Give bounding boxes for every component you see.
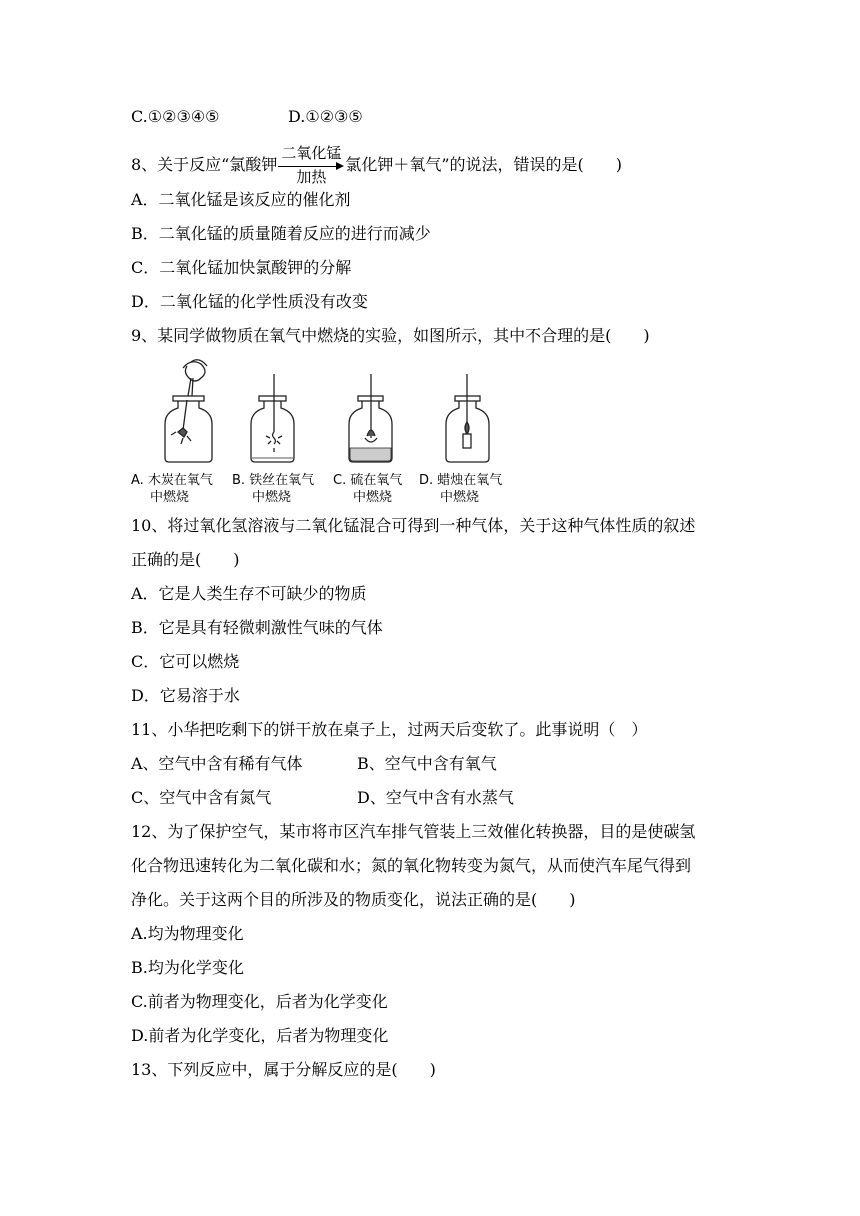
q12-option-c: C.前者为物理变化，后者为化学变化 bbox=[131, 992, 388, 1011]
q8-option-c: C．二氧化锰加快氯酸钾的分解 bbox=[131, 258, 352, 277]
bottle-b-iron-wire bbox=[251, 374, 294, 462]
q7-option-c: C.①②③④⑤ bbox=[131, 107, 220, 126]
caption-a-line1: A. 木炭在氧气 bbox=[131, 473, 213, 488]
combustion-bottles-illustration bbox=[131, 358, 521, 470]
q11-option-c: C、空气中含有氮气 bbox=[131, 788, 272, 807]
caption-b-line1: B. 铁丝在氧气 bbox=[232, 473, 315, 488]
caption-c-line2: 中燃烧 bbox=[353, 490, 393, 505]
q10-option-c: C．它可以燃烧 bbox=[131, 652, 240, 671]
q13-stem: 13、下列反应中，属于分解反应的是( ) bbox=[131, 1060, 436, 1079]
q8-option-b: B．二氧化锰的质量随着反应的进行而减少 bbox=[131, 224, 431, 243]
caption-b-line2: 中燃烧 bbox=[252, 490, 292, 505]
combustion-experiment-figure bbox=[131, 358, 521, 508]
q8-stem-after: 氯化钾＋氧气”的说法，错误的是( ) bbox=[345, 155, 623, 174]
bottle-d-candle bbox=[446, 374, 489, 462]
q12-stem-line3: 净化。关于这两个目的所涉及的物质变化，说法正确的是( ) bbox=[131, 890, 576, 909]
q10-option-b: B．它是具有轻微刺激性气味的气体 bbox=[131, 618, 383, 637]
q12-stem-line2: 化合物迅速转化为二氧化碳和水；氮的氧化物转变为氮气，从而使汽车尾气得到 bbox=[131, 856, 692, 875]
q8-option-d: D．二氧化锰的化学性质没有改变 bbox=[131, 292, 368, 311]
caption-a-line2: 中燃烧 bbox=[150, 490, 190, 505]
q12-stem-line1: 12、为了保护空气，某市将市区汽车排气管装上三效催化转换器，目的是使碳氢 bbox=[131, 822, 696, 841]
catalyst-label: 二氧化锰 bbox=[281, 144, 342, 162]
q10-option-d: D．它易溶于水 bbox=[131, 686, 240, 705]
q8-stem-before: 8、关于反应“氯酸钾 bbox=[131, 155, 278, 174]
reaction-arrow bbox=[278, 144, 344, 186]
q11-option-d: D、空气中含有水蒸气 bbox=[357, 788, 514, 807]
q10-option-a: A．它是人类生存不可缺少的物质 bbox=[131, 584, 367, 603]
q8-option-a: A．二氧化锰是该反应的催化剂 bbox=[131, 190, 351, 209]
condition-label: 加热 bbox=[296, 168, 327, 186]
q12-option-b: B.均为化学变化 bbox=[131, 958, 244, 977]
q11-stem: 11、小华把吃剩下的饼干放在桌子上，过两天后变软了。此事说明（ ） bbox=[131, 720, 648, 739]
q9-stem: 9、某同学做物质在氧气中燃烧的实验，如图所示，其中不合理的是( ) bbox=[131, 326, 650, 345]
caption-c-line1: C. 硫在氧气 bbox=[333, 473, 403, 488]
q8-stem bbox=[131, 144, 623, 186]
q12-option-d: D.前者为化学变化，后者为物理变化 bbox=[131, 1026, 389, 1045]
bottle-a-charcoal bbox=[165, 360, 212, 462]
q10-stem-line1: 10、将过氧化氢溶液与二氧化锰混合可得到一种气体，关于这种气体性质的叙述 bbox=[131, 516, 696, 535]
q7-option-d: D.①②③⑤ bbox=[288, 107, 363, 126]
q12-option-a: A.均为物理变化 bbox=[131, 924, 244, 943]
q11-option-a: A、空气中含有稀有气体 bbox=[131, 754, 303, 773]
caption-d-line2: 中燃烧 bbox=[440, 490, 480, 505]
caption-d-line1: D. 蜡烛在氧气 bbox=[419, 473, 503, 488]
q10-stem-line2: 正确的是( ) bbox=[131, 550, 240, 569]
bottle-c-sulfur bbox=[349, 374, 392, 462]
q11-option-b: B、空气中含有氧气 bbox=[357, 754, 497, 773]
